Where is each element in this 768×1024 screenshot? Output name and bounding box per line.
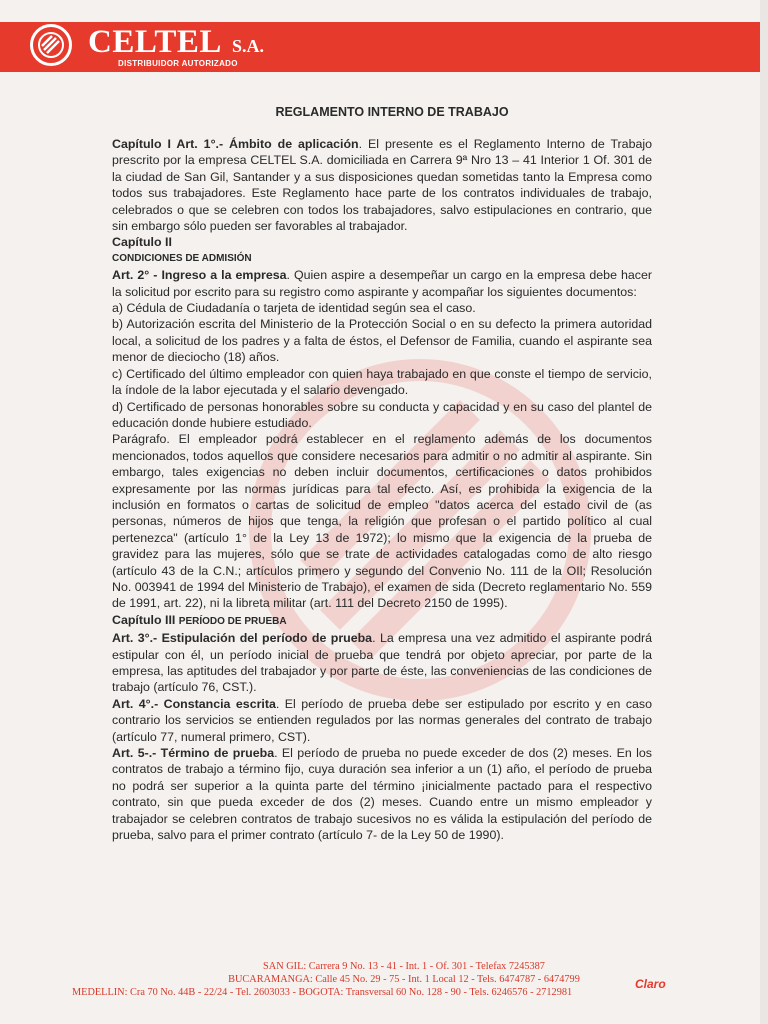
- article-2-paragraph: Parágrafo. El empleador podrá establecer en el reglamento además de los documentos mencionados, todos aquellos que considere necesarios para admitir o no admitir al aspirante. Sin embargo, tales exigencias no deben incluir documentos, certificaciones o datos prohibidos expresamente por las normas jurídicas para tal efecto. Así, es prohibida la exigencia de la inclusión en formatos o cartas de solicitud de empleo "datos acerca del estado civil de (as personas, números de hijos que tenga, la religión que profesan o el partido político al cual pertenezca" (artículo 1° de la Ley 13 de 1972); lo mismo que la exigencia de la prueba de gravidez para las mujeres, sólo que se trate de actividades catalogadas como de alto riesgo (artículo 43 de la C.N.; artículos primero y segundo del Convenio No. 111 de la OIl; Resolución No. 003941 de 1994 del Ministerio de Trabajo), el examen de sida (Decreto reglamentario No. 559 de 1991, art. 22), ni la libreta militar (art. 111 del Decreto 2150 de 1995).: [112, 432, 652, 611]
- article-2-heading: Art. 2° - Ingreso a la empresa: [112, 268, 287, 283]
- article-2: [112, 267, 652, 300]
- list-item: c) Certificado del último empleador con quien haya trabajado en que conste el tiempo de servicio, la índole de la labor ejecutada y el salario devengado.: [112, 366, 652, 398]
- list-item: d) Certificado de personas honorables sobre su conducta y capacidad y en su caso del plantel de educación donde hubiere estudiado.: [112, 399, 652, 430]
- footer-address-medellin-bogota: MEDELLIN: Cra 70 No. 44B - 22/24 - Tel. 2603033 - BOGOTA: Transversal 60 No. 128 - 90 - Tels. 6246576 - 2712981: [72, 987, 573, 998]
- article-4-text: . El período de prueba debe ser estipulado por escrito y en caso contrario los servicios se entienden regulados por las normas generales del contrato de trabajo (artículo 77, numeral primero, CST).: [112, 696, 653, 744]
- article-3-text: . La empresa una vez admitido el aspirante podrá estipular con él, un período inicial de prueba que tendrá por objeto apreciar, por parte de la empresa, las aptitudes del trabajador y por parte de éste, las conveniencias de las condiciones de trabajo (artículo 76, CST.).: [112, 631, 652, 695]
- article-4-heading: Art. 4°.- Constancia escrita: [112, 696, 276, 711]
- article-3: [112, 630, 652, 696]
- footer-address-san-gil: SAN GIL: Carrera 9 No. 13 - 41 - Int. 1 - Of. 301 - Telefax 7245387: [263, 961, 545, 972]
- document-body: [112, 104, 652, 843]
- document-title: REGLAMENTO INTERNO DE TRABAJO: [275, 105, 509, 119]
- chapter-3-label: Capítulo III: [112, 612, 176, 627]
- article-1: [112, 136, 652, 234]
- chapter-2-label: Capítulo II: [112, 235, 172, 250]
- list-item: a) Cédula de Ciudadanía o tarjeta de identidad según sea el caso.: [112, 301, 476, 316]
- chapter-3-section: PERÍODO DE PRUEBA: [178, 615, 287, 627]
- claro-logo: Claro: [635, 977, 666, 991]
- article-5: [112, 745, 652, 843]
- celtel-logo-icon: [30, 24, 72, 66]
- article-4: [112, 696, 652, 745]
- page-edge: [760, 0, 768, 1024]
- chapter-2-section: CONDICIONES DE ADMISIÓN: [112, 252, 252, 264]
- article-5-text: . El período de prueba no puede exceder de dos (2) meses. En los contratos de trabajo a término fijo, cuya duración sea inferior a un (1) año, el período de prueba no podrá ser superior a la quinta parte del término ¡inicialmente pactado para el respectivo contrato, sin que pueda exceder de dos (2) meses. Cuando entre un mismo empleador y trabajador se celebren contratos de trabajo sucesivos no es válida la estipulación del período de prueba, salvo para el primer contrato (artículo 7- de la Ley 50 de 1990).: [112, 746, 652, 843]
- footer-address-bucaramanga: BUCARAMANGA: Calle 45 No. 29 - 75 - Int. 1 Local 12 - Tels. 6474787 - 6474799: [228, 974, 580, 985]
- article-5-heading: Art. 5-.- Término de prueba: [112, 746, 275, 761]
- article-2-text: . Quien aspire a desempeñar un cargo en la empresa debe hacer la solicitud por escrito para su registro como aspirante y acompañar los siguientes documentos:: [112, 268, 652, 299]
- article-1-heading: Capítulo I Art. 1°.- Ámbito de aplicación: [112, 137, 359, 151]
- letterhead-bar: [0, 22, 768, 72]
- article-3-heading: Art. 3°.- Estipulación del período de prueba: [112, 631, 373, 646]
- brand-name: CELTEL: [88, 24, 222, 60]
- list-item: b) Autorización escrita del Ministerio de la Protección Social o en su defecto la primera autoridad local, a solicitud de los padres y a falta de éstos, el Defensor de Familia, cuando el aspirante sea menor de dieciocho (18) años.: [112, 317, 652, 365]
- article-1-text: . El presente es el Reglamento Interno de Trabajo prescrito por la empresa CELTEL S.A. domiciliada en Carrera 9ª Nro 13 – 41 Interior 1 Of. 301 de la ciudad de San Gil, Santander y a sus disposiciones quedan sometidas tanto la Empresa como todos sus trabajadores. Este Reglamento hace parte de los contratos individuales de trabajo, celebrados o que se celebren con todos los trabajadores, salvo estipulaciones en contrario, que sin embargo sólo pueden ser favorables al trabajador.: [112, 137, 652, 234]
- brand-subtitle: DISTRIBUIDOR AUTORIZADO: [118, 59, 238, 68]
- chapter-3-heading: [112, 612, 652, 630]
- brand-suffix: S.A.: [232, 36, 265, 56]
